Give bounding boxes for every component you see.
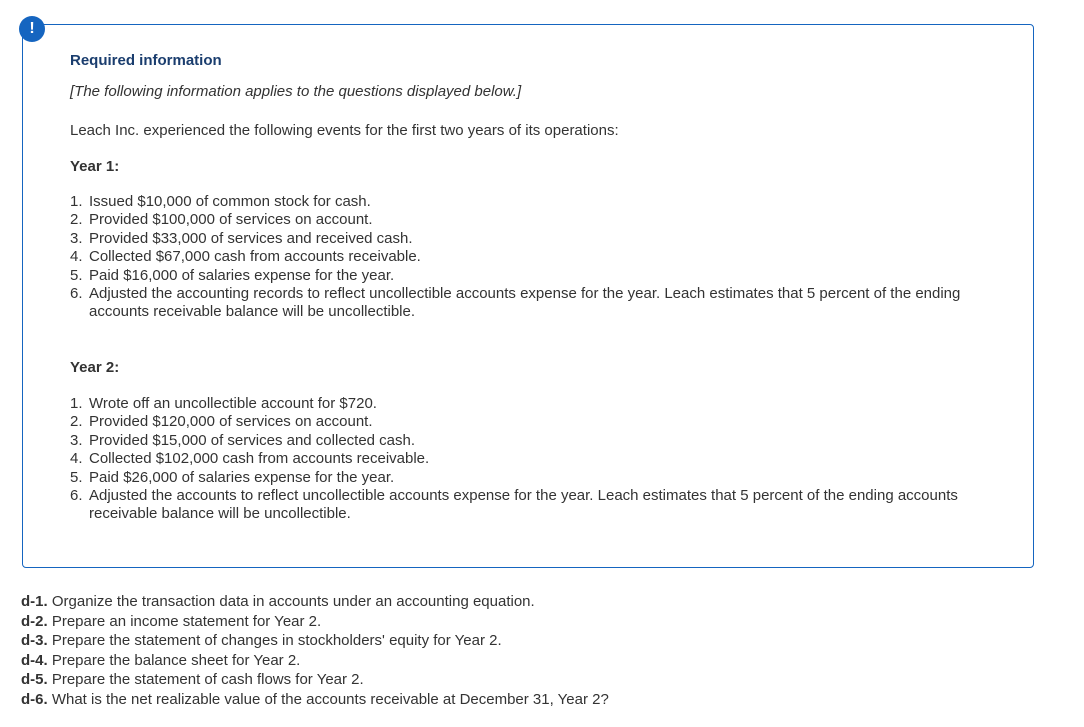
event-text: Provided $120,000 of services on account. [89, 413, 373, 431]
event-item [70, 395, 960, 413]
event-item [70, 487, 960, 524]
year1-events [70, 193, 990, 322]
event-number: 4. [70, 450, 83, 468]
question-text: Prepare the balance sheet for Year 2. [51, 651, 301, 669]
event-number: 2. [70, 211, 83, 229]
event-number: 3. [70, 431, 83, 449]
event-text: Adjusted the accounts to reflect uncollectible accounts expense for the year. Leach estimates that 5 percent of the ending accounts receivable balance will be uncollectible. [89, 487, 958, 523]
event-item [70, 413, 960, 431]
event-item [70, 285, 990, 322]
event-item [70, 469, 960, 487]
event-number: 5. [70, 266, 83, 284]
event-number: 6. [70, 285, 83, 303]
question-item [21, 651, 609, 671]
event-text: Paid $26,000 of salaries expense for the year. [89, 468, 395, 486]
event-text: Collected $102,000 cash from accounts receivable. [89, 450, 430, 468]
question-text: Prepare an income statement for Year 2. [51, 612, 322, 630]
year2-events [70, 395, 960, 524]
info-intro: Leach Inc. experienced the following events for the first two years of its operations: [70, 122, 619, 139]
event-item [70, 248, 990, 266]
event-text: Provided $100,000 of services on account. [89, 211, 373, 229]
info-note: [The following information applies to the questions displayed below.] [70, 83, 522, 100]
event-number: 5. [70, 468, 83, 486]
question-item [21, 631, 609, 651]
event-number: 3. [70, 229, 83, 247]
event-item [70, 193, 990, 211]
question-id: d-1. [21, 593, 48, 610]
question-item [21, 670, 609, 690]
question-list [21, 592, 609, 709]
event-item [70, 432, 960, 450]
question-id: d-5. [21, 671, 48, 688]
question-id: d-3. [21, 632, 48, 649]
question-id: d-2. [21, 612, 48, 630]
question-text: Prepare the statement of cash flows for Year 2. [51, 671, 364, 688]
question-item [21, 612, 609, 632]
question-id: d-4. [21, 651, 48, 669]
question-item [21, 592, 609, 612]
event-number: 2. [70, 413, 83, 431]
required-information-box [22, 24, 1034, 568]
question-text: Organize the transaction data in accounts under an accounting equation. [51, 593, 535, 610]
event-item [70, 267, 990, 285]
year1-heading: Year 1: [70, 158, 120, 175]
info-title: Required information [70, 52, 222, 69]
event-text: Paid $16,000 of salaries expense for the year. [89, 266, 395, 284]
event-text: Provided $15,000 of services and collected cash. [89, 431, 416, 449]
question-text: What is the net realizable value of the accounts receivable at December 31, Year 2? [51, 690, 609, 708]
year2-heading: Year 2: [70, 359, 120, 376]
question-text: Prepare the statement of changes in stockholders' equity for Year 2. [51, 632, 502, 649]
event-text: Collected $67,000 cash from accounts receivable. [89, 248, 421, 266]
event-number: 4. [70, 248, 83, 266]
event-number: 6. [70, 487, 83, 505]
question-id: d-6. [21, 690, 48, 708]
event-item [70, 450, 960, 468]
event-item [70, 211, 990, 229]
event-text: Adjusted the accounting records to reflect uncollectible accounts expense for the year. Leach estimates that 5 percent of the ending accounts receivable balance will be uncollectible. [89, 285, 961, 321]
question-item [21, 690, 609, 710]
event-text: Issued $10,000 of common stock for cash. [89, 193, 371, 210]
event-text: Provided $33,000 of services and received cash. [89, 229, 413, 247]
event-number: 1. [70, 193, 83, 210]
event-item [70, 230, 990, 248]
alert-icon: ! [19, 16, 45, 42]
event-number: 1. [70, 395, 83, 412]
event-text: Wrote off an uncollectible account for $720. [89, 395, 377, 412]
